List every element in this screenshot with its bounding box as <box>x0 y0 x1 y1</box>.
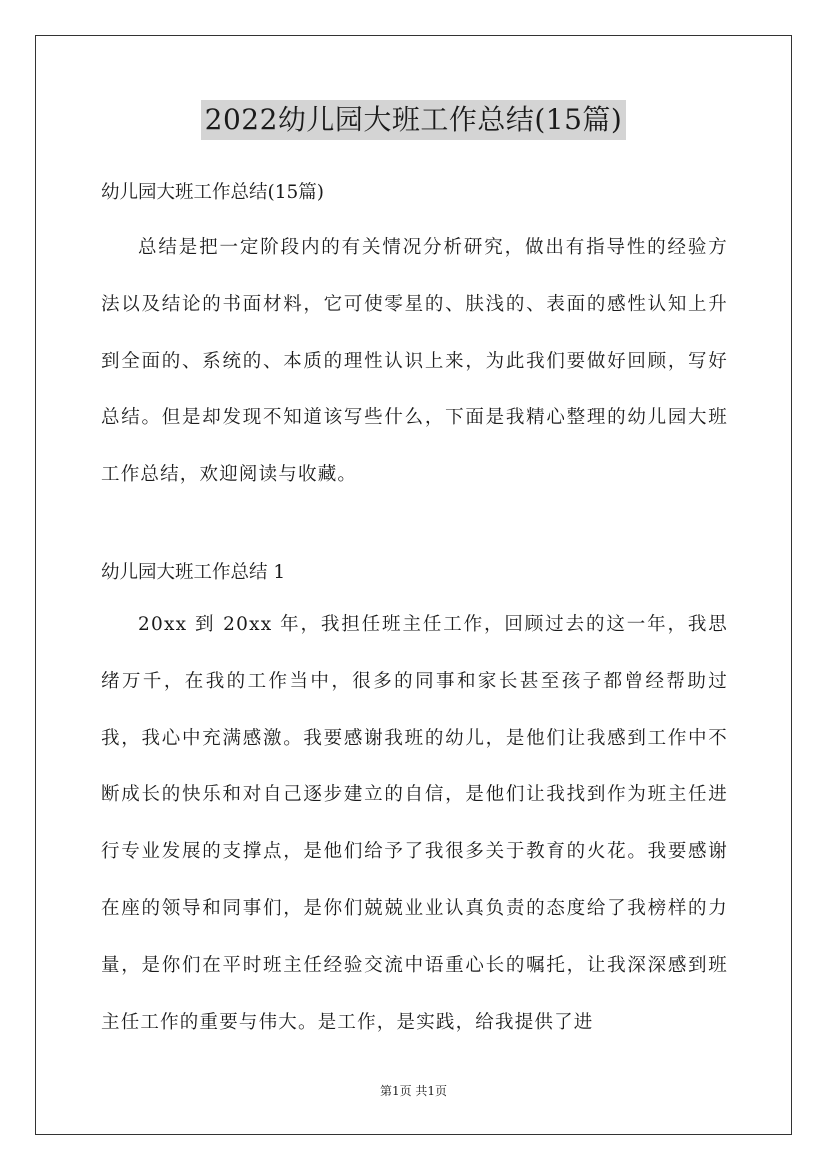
section-heading: 幼儿园大班工作总结 1 <box>101 562 286 583</box>
section-paragraph: 20xx 到 20xx 年，我担任班主任工作，回顾过去的这一年，我思绪万千，在我的工作当中，很多的同事和家长甚至孩子都曾经帮助过我，我心中充满感激。我要感谢我班的幼儿，是他们让我感到工作中不断成长的快乐和对自己逐步建立的自信，是他们让我找到作为班主任进行专业发展的支撑点，是他们给予了我很多关于教育的火花。我要感谢在座的领导和同事们，是你们兢兢业业认真负责的态度给了我榜样的力量，是你们在平时班主任经验交流中语重心长的嘱托，让我深深感到班主任工作的重要与伟大。是工作，是实践，给我提供了进 <box>101 614 728 1033</box>
intro-paragraph: 总结是把一定阶段内的有关情况分析研究，做出有指导性的经验方法以及结论的书面材料，它可使零星的、肤浅的、表面的感性认知上升到全面的、系统的、本质的理性认识上来，为此我们要做好回顾，写好总结。但是却发现不知道该写些什么，下面是我精心整理的幼儿园大班工作总结，欢迎阅读与收藏。 <box>101 237 728 486</box>
title-container <box>0 100 827 140</box>
document-title: 2022幼儿园大班工作总结(15篇) <box>201 100 627 140</box>
page-footer: 第1页 共1页 <box>379 1084 448 1098</box>
document-subtitle: 幼儿园大班工作总结(15篇) <box>101 182 324 203</box>
